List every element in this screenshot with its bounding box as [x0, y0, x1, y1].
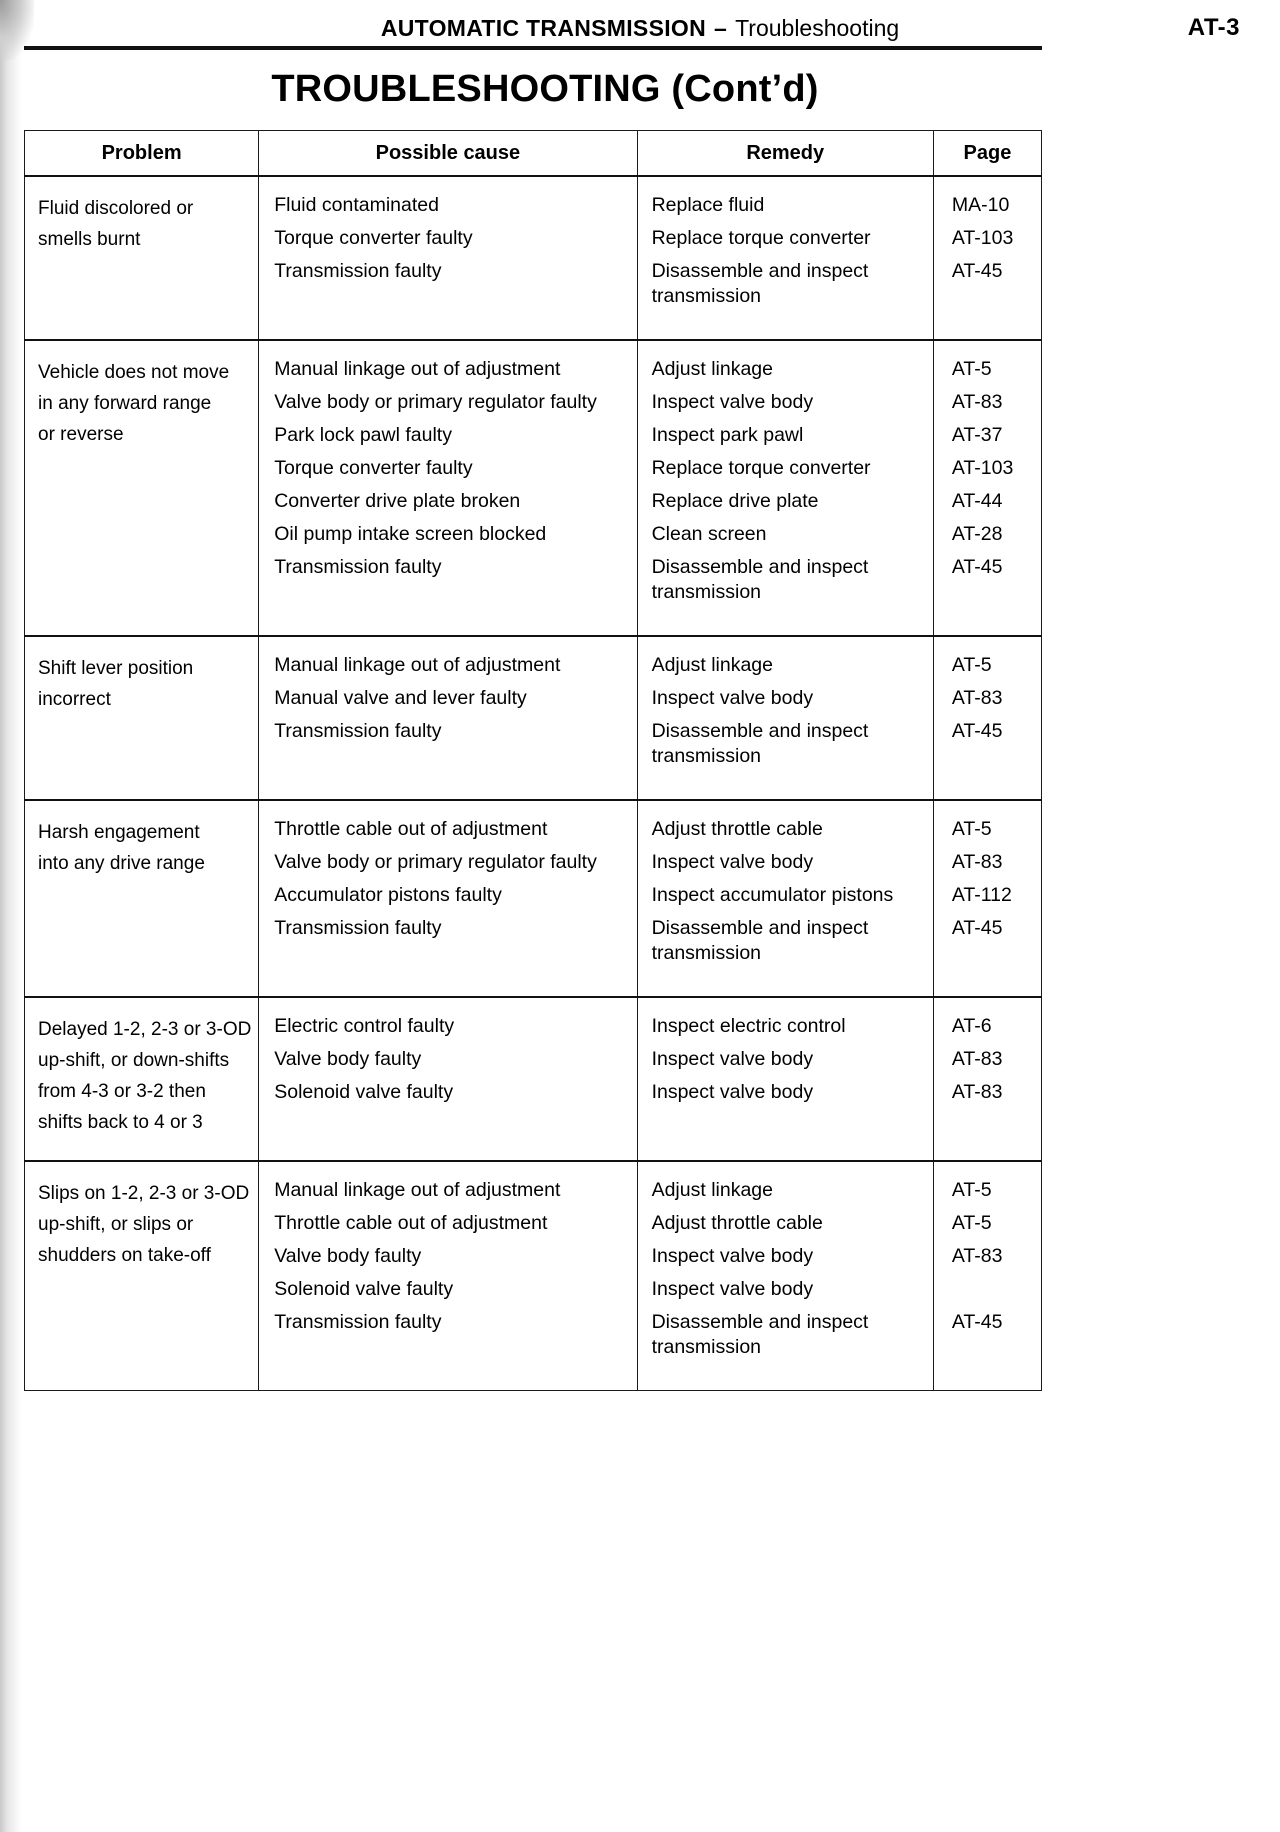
remedy-item	[652, 719, 927, 769]
remedy-item	[652, 489, 927, 514]
header-separator: –	[714, 15, 728, 41]
page-reference: AT-5	[951, 654, 992, 676]
remedy-item	[652, 817, 927, 842]
page-reference: AT-45	[951, 720, 1003, 742]
problem-line: or reverse	[38, 424, 124, 445]
column-header-page: Page	[933, 131, 1041, 177]
page-reference: AT-83	[951, 687, 1003, 709]
remedy-text: Disassemble and inspect	[651, 556, 869, 578]
page-reference: AT-5	[951, 1179, 992, 1201]
remedy-item	[652, 1178, 927, 1203]
remedy-item	[652, 193, 927, 218]
remedy-item	[652, 1047, 927, 1072]
table-row	[25, 176, 1042, 340]
problem-line: up-shift, or slips or	[38, 1214, 194, 1235]
problem-line: Delayed 1-2, 2-3 or 3-OD	[38, 1019, 252, 1040]
table-row	[25, 636, 1042, 800]
problem-line: from 4-3 or 3-2 then	[38, 1081, 206, 1102]
cell-problem	[25, 800, 259, 997]
problem-line: Shift lever position	[38, 658, 194, 679]
problem-line: smells burnt	[38, 229, 141, 250]
page-reference: AT-45	[951, 556, 1003, 578]
page-reference: AT-5	[951, 818, 992, 840]
remedy-text: Adjust throttle cable	[651, 1212, 823, 1234]
cell-page	[933, 997, 1041, 1161]
cause-item: Manual valve and lever faulty	[274, 687, 527, 709]
remedy-text: Inspect valve body	[651, 851, 814, 873]
remedy-text: Replace torque converter	[651, 457, 871, 479]
running-header-text	[22, 14, 1258, 42]
remedy-text: Adjust linkage	[651, 1179, 773, 1201]
table-header-row	[25, 131, 1042, 177]
remedy-item	[652, 653, 927, 678]
cause-item: Transmission faulty	[274, 917, 442, 939]
remedy-text: Inspect valve body	[651, 391, 814, 413]
column-header-remedy: Remedy	[637, 131, 933, 177]
cell-page	[933, 636, 1041, 800]
remedy-item	[652, 1310, 927, 1360]
page-reference: AT-103	[951, 457, 1014, 479]
remedy-item	[652, 916, 927, 966]
cause-item: Torque converter faulty	[274, 457, 473, 479]
remedy-item	[652, 390, 927, 415]
page-reference: AT-103	[951, 227, 1014, 249]
remedy-item	[652, 686, 927, 711]
remedy-text: Adjust linkage	[651, 654, 773, 676]
remedy-text: Replace drive plate	[651, 490, 819, 512]
table-head	[25, 131, 1042, 177]
problem-line: up-shift, or down-shifts	[38, 1050, 230, 1071]
page-reference: AT-5	[951, 1212, 992, 1234]
cause-item: Oil pump intake screen blocked	[274, 523, 547, 545]
remedy-item	[652, 522, 927, 547]
remedy-item	[652, 1211, 927, 1236]
cause-item: Valve body faulty	[274, 1048, 422, 1070]
cause-item: Manual linkage out of adjustment	[274, 1179, 561, 1201]
page-reference: AT-83	[951, 1081, 1003, 1103]
cause-item: Solenoid valve faulty	[274, 1278, 454, 1300]
page-reference: AT-44	[951, 490, 1003, 512]
remedy-item	[652, 1080, 927, 1105]
cell-possible-cause	[259, 176, 637, 340]
running-header	[22, 14, 1258, 50]
cause-item: Electric control faulty	[274, 1015, 455, 1037]
remedy-item	[652, 226, 927, 251]
page-reference: AT-6	[951, 1015, 992, 1037]
section-title: AUTOMATIC TRANSMISSION	[380, 15, 706, 41]
remedy-text: Adjust throttle cable	[651, 818, 823, 840]
page-reference: AT-83	[951, 1245, 1003, 1267]
page-reference: AT-5	[951, 358, 992, 380]
cause-item: Converter drive plate broken	[274, 490, 521, 512]
cause-item: Park lock pawl faulty	[274, 424, 452, 446]
cell-possible-cause	[259, 340, 637, 636]
page-code: AT-3	[1187, 14, 1240, 41]
remedy-item	[652, 1014, 927, 1039]
remedy-text: Inspect accumulator pistons	[651, 884, 894, 906]
remedy-text: Replace torque converter	[651, 227, 871, 249]
cell-problem	[25, 636, 259, 800]
table-row	[25, 1161, 1042, 1391]
cause-item: Valve body or primary regulator faulty	[274, 851, 597, 873]
remedy-text: Disassemble and inspect	[651, 917, 869, 939]
remedy-item	[652, 850, 927, 875]
page-reference: AT-83	[951, 1048, 1003, 1070]
remedy-text: Inspect valve body	[651, 1048, 814, 1070]
remedy-item	[652, 1277, 927, 1302]
page-reference: AT-45	[951, 260, 1003, 282]
cause-item: Valve body or primary regulator faulty	[274, 391, 597, 413]
problem-line: Vehicle does not move	[38, 362, 230, 383]
remedy-item	[652, 259, 927, 309]
problem-line: Harsh engagement	[38, 822, 200, 843]
page-reference: AT-45	[951, 917, 1003, 939]
problem-line: Slips on 1-2, 2-3 or 3-OD	[38, 1183, 250, 1204]
remedy-text-continued: transmission	[651, 942, 762, 964]
cell-page	[933, 340, 1041, 636]
cell-possible-cause	[259, 800, 637, 997]
cause-item: Torque converter faulty	[274, 227, 473, 249]
remedy-text: Inspect valve body	[651, 1081, 814, 1103]
cause-item: Solenoid valve faulty	[274, 1081, 454, 1103]
remedy-text: Disassemble and inspect	[651, 720, 869, 742]
table-body	[25, 176, 1042, 1391]
cause-item: Valve body faulty	[274, 1245, 422, 1267]
cell-possible-cause	[259, 1161, 637, 1391]
remedy-item	[652, 555, 927, 605]
page-reference	[952, 1277, 1037, 1302]
page-reference: MA-10	[951, 194, 1010, 216]
cell-page	[933, 800, 1041, 997]
header-rule	[24, 46, 1042, 50]
cause-item: Throttle cable out of adjustment	[274, 818, 548, 840]
remedy-text-continued: transmission	[651, 745, 762, 767]
cell-remedy	[637, 997, 933, 1161]
remedy-item	[652, 883, 927, 908]
page-reference: AT-83	[951, 391, 1003, 413]
remedy-text: Disassemble and inspect	[651, 260, 869, 282]
problem-line: in any forward range	[38, 393, 212, 414]
remedy-text: Inspect park pawl	[651, 424, 804, 446]
cell-remedy	[637, 340, 933, 636]
page-reference: AT-28	[951, 523, 1003, 545]
cause-item: Transmission faulty	[274, 556, 442, 578]
cause-item: Transmission faulty	[274, 260, 442, 282]
remedy-text: Clean screen	[651, 523, 767, 545]
remedy-text-continued: transmission	[651, 285, 762, 307]
column-header-problem: Problem	[25, 131, 259, 177]
remedy-text-continued: transmission	[651, 581, 762, 603]
cause-item: Transmission faulty	[274, 1311, 442, 1333]
cell-remedy	[637, 176, 933, 340]
remedy-item	[652, 423, 927, 448]
remedy-text: Replace fluid	[651, 194, 765, 216]
cell-remedy	[637, 1161, 933, 1391]
remedy-text: Inspect valve body	[651, 1278, 814, 1300]
cell-problem	[25, 997, 259, 1161]
cell-problem	[25, 1161, 259, 1391]
problem-line: shudders on take-off	[38, 1245, 211, 1266]
remedy-text-continued: transmission	[651, 1336, 762, 1358]
page-title: TROUBLESHOOTING (Cont’d)	[271, 68, 819, 110]
cell-possible-cause	[259, 997, 637, 1161]
cause-item: Fluid contaminated	[274, 194, 439, 216]
remedy-text: Inspect valve body	[651, 1245, 814, 1267]
remedy-text: Adjust linkage	[651, 358, 773, 380]
remedy-item	[652, 1244, 927, 1269]
page-reference: AT-37	[951, 424, 1003, 446]
cause-item: Accumulator pistons faulty	[274, 884, 502, 906]
subsection-title: Troubleshooting	[735, 15, 900, 41]
cell-remedy	[637, 800, 933, 997]
remedy-text: Inspect electric control	[651, 1015, 846, 1037]
remedy-item	[652, 456, 927, 481]
cell-possible-cause	[259, 636, 637, 800]
table-row	[25, 997, 1042, 1161]
table-row	[25, 800, 1042, 997]
page-reference: AT-83	[951, 851, 1003, 873]
page-reference: AT-112	[951, 884, 1012, 906]
cause-item: Transmission faulty	[274, 720, 442, 742]
cell-problem	[25, 340, 259, 636]
table-row	[25, 340, 1042, 636]
remedy-item	[652, 357, 927, 382]
remedy-text: Inspect valve body	[651, 687, 814, 709]
cause-item: Throttle cable out of adjustment	[274, 1212, 548, 1234]
cause-item: Manual linkage out of adjustment	[274, 654, 561, 676]
remedy-text: Disassemble and inspect	[651, 1311, 869, 1333]
cell-problem	[25, 176, 259, 340]
cell-remedy	[637, 636, 933, 800]
troubleshooting-table	[24, 130, 1042, 1391]
problem-line: incorrect	[38, 689, 111, 710]
page-reference: AT-45	[951, 1311, 1003, 1333]
column-header-possible-cause: Possible cause	[259, 131, 637, 177]
cell-page	[933, 176, 1041, 340]
cause-item: Manual linkage out of adjustment	[274, 358, 561, 380]
problem-line: shifts back to 4 or 3	[38, 1112, 203, 1133]
cell-page	[933, 1161, 1041, 1391]
troubleshooting-table-wrapper	[24, 130, 1042, 1391]
problem-line: Fluid discolored or	[38, 198, 194, 219]
problem-line: into any drive range	[38, 853, 205, 874]
